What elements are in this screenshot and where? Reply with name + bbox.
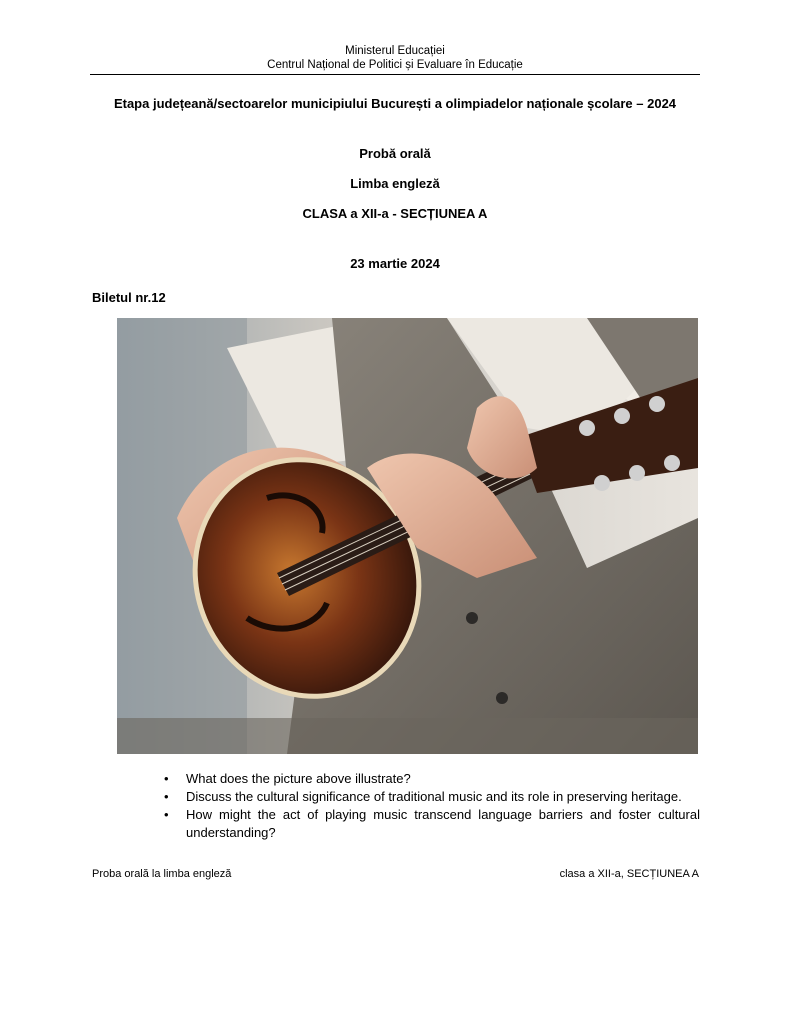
center-name: Centrul Național de Politici și Evaluare în Educație — [267, 59, 523, 71]
mandolin-photo — [117, 318, 698, 754]
ministry-name: Ministerul Educației — [345, 45, 445, 57]
ticket-number: Biletul nr.12 — [92, 290, 166, 305]
exam-type: Probă orală — [359, 146, 431, 161]
footer-class: clasa a XII-a, SECȚIUNEA A — [559, 868, 699, 880]
class-section: CLASA a XII-a - SECȚIUNEA A — [302, 206, 488, 221]
page-header — [90, 44, 700, 72]
question-item: • Discuss the cultural significance of traditional music and its role in preserving heritage. — [162, 788, 700, 806]
question-list — [162, 770, 700, 842]
exam-date: 23 martie 2024 — [350, 256, 440, 271]
question-item: • What does the picture above illustrate? — [162, 770, 700, 788]
subject: Limba engleză — [350, 176, 440, 191]
question-item: • How might the act of playing music transcend language barriers and foster cultural understanding? — [162, 806, 700, 842]
footer-exam: Proba orală la limba engleză — [92, 868, 232, 880]
header-divider — [90, 74, 700, 75]
event-title: Etapa județeană/sectoarelor municipiului București a olimpiadelor naționale școlare – 2024 — [113, 96, 677, 111]
